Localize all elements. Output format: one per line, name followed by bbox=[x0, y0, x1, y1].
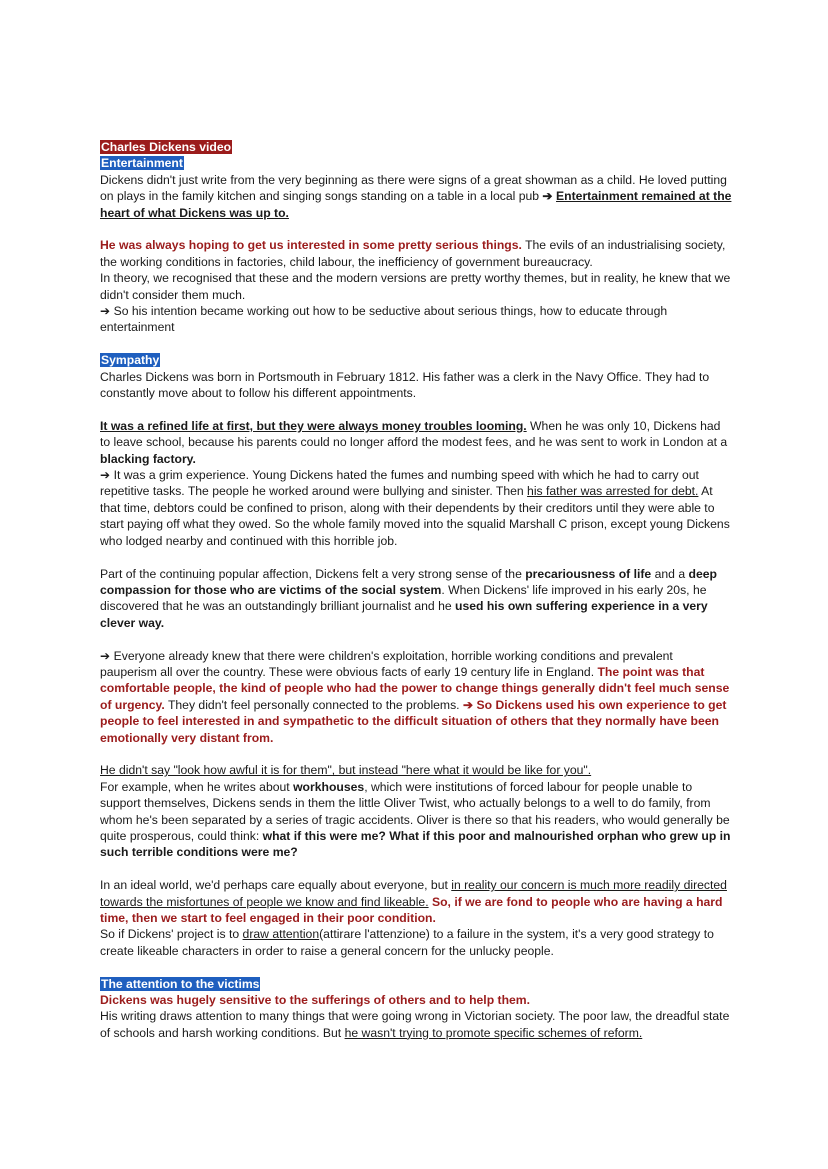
red-emphasis: ➔ So Dickens used his own experience to get people to feel interested in and sympathetic to the difficult situation of others that they normally have been emotionally very distant from. bbox=[100, 697, 727, 745]
sympathy-paragraph-6 bbox=[100, 779, 732, 861]
text-run: In theory, we recognised that these and the modern versions are pretty worthy themes, but in reality, he knew that we didn't consider them much. bbox=[100, 271, 731, 302]
sympathy-paragraph-2 bbox=[100, 418, 732, 467]
doc-title-line bbox=[100, 139, 732, 155]
entertainment-paragraph-4 bbox=[100, 303, 732, 336]
bold-text: workhouses bbox=[293, 779, 365, 794]
text-run: ➔ Everyone already knew that there were children's exploitation, horrible working conditions and prevalent pauperism all over the country. These were obvious facts of early 19 century life in England. bbox=[100, 648, 673, 679]
entertainment-paragraph-3 bbox=[100, 270, 732, 303]
sympathy-paragraph-4 bbox=[100, 566, 732, 632]
emphasis-text: Entertainment remained at the heart of what Dickens was up to. bbox=[100, 189, 732, 220]
sympathy-paragraph-8 bbox=[100, 926, 732, 959]
text-run: His writing draws attention to many things that were going wrong in Victorian society. The poor law, the dreadful state of schools and harsh working conditions. But bbox=[100, 1009, 730, 1040]
text-run: The evils of an industrialising society, the working conditions in factories, child labour, the inefficiency of government bureaucracy. bbox=[100, 238, 726, 269]
underlined-text: he wasn't trying to promote specific schemes of reform. bbox=[344, 1025, 643, 1040]
underlined-text: He didn't say "look how awful it is for them", but instead "here what it would be like for you". bbox=[100, 763, 592, 778]
entertainment-paragraph-1 bbox=[100, 172, 732, 221]
victims-paragraph-1 bbox=[100, 992, 732, 1008]
text-run: Charles Dickens was born in Portsmouth in February 1812. His father was a clerk in the Navy Office. They had to constantly move about to follow his different appointments. bbox=[100, 369, 710, 401]
text-run: They didn't feel personally connected to the problems. bbox=[164, 697, 463, 712]
text-run: Part of the continuing popular affection, Dickens felt a very strong sense of the bbox=[100, 566, 526, 581]
text-run: Dickens didn't just write from the very beginning as there were signs of a great showman as a child. He loved putting on plays in the family kitchen and singing songs standing on a table in a local pub bbox=[100, 172, 727, 204]
victims-heading: The attention to the victims bbox=[101, 976, 260, 991]
red-emphasis: The point was that comfortable people, the kind of people who had the power to change things generally didn't feel much sense of urgency. bbox=[100, 664, 730, 712]
text-run: At that time, debtors could be confined to prison, along with their dependents by their creditors until they were able to start paying off what they owed. So the whole family moved into the squalid Marshall C prison, except young Dickens who lodged nearby and continued with this horrible job. bbox=[100, 484, 730, 548]
doc-title: Charles Dickens video bbox=[101, 140, 232, 154]
bold-text: deep compassion for those who are victims of the social system bbox=[100, 566, 717, 597]
text-run: ➔ It was a grim experience. Young Dickens hated the fumes and numbing speed with which he had to carry out repetitive tasks. The people he worked around were bullying and sinister. Then bbox=[100, 468, 699, 499]
red-emphasis: He was always hoping to get us interested in some pretty serious things. bbox=[100, 238, 522, 253]
section-heading-sympathy bbox=[100, 352, 732, 368]
text-run: When he was only 10, Dickens had to leave school, because his parents could no longer afford the modest fees, and he was sent to work in London at a bbox=[100, 418, 728, 450]
underlined-text: draw attention bbox=[242, 927, 320, 942]
text-run: (attirare l'attenzione) to a failure in the system, it's a very good strategy to create likeable characters in order to raise a general concern for the unlucky people. bbox=[100, 927, 714, 958]
text-run: , which were institutions of forced labour for people unable to support themselves, Dickens sends in them the little Oliver Twist, who actually belongs to a well to do family, from whom he's been separated by a series of tragic accidents. Oliver is there so that his readers, who would generally be quite prosperous, could think: bbox=[100, 779, 730, 843]
section-heading-entertainment bbox=[100, 155, 732, 171]
text-run: For example, when he writes about bbox=[100, 779, 294, 794]
document-page bbox=[100, 139, 732, 1041]
arrow-icon: ➔ bbox=[542, 189, 557, 204]
text-run: So if Dickens' project is to bbox=[100, 927, 243, 942]
underlined-emphasis: It was a refined life at first, but they were always money troubles looming. bbox=[100, 418, 527, 433]
bold-text: what if this were me? What if this poor and malnourished orphan who grew up in such terrible conditions were me? bbox=[100, 828, 731, 860]
red-emphasis: So, if we are fond to people who are having a hard time, then we start to feel engaged in their poor condition. bbox=[100, 894, 723, 925]
sympathy-paragraph-6-quote bbox=[100, 762, 732, 778]
text-run: In an ideal world, we'd perhaps care equally about everyone, but bbox=[100, 878, 452, 893]
underlined-text: his father was arrested for debt. bbox=[527, 484, 699, 499]
bold-text: precariousness of life bbox=[525, 566, 652, 581]
bold-text: blacking factory. bbox=[100, 451, 196, 466]
bold-text: used his own suffering experience in a very clever way. bbox=[100, 599, 708, 630]
text-run: ➔ So his intention became working out how to be seductive about serious things, how to educate through entertainment bbox=[100, 304, 668, 335]
text-run: . When Dickens' life improved in his early 20s, he discovered that he was an outstandingly brilliant journalist and he bbox=[100, 582, 707, 614]
sympathy-paragraph-3 bbox=[100, 467, 732, 549]
sympathy-paragraph-1 bbox=[100, 369, 732, 402]
sympathy-paragraph-7 bbox=[100, 877, 732, 926]
red-emphasis: Dickens was hugely sensitive to the sufferings of others and to help them. bbox=[100, 993, 531, 1007]
text-run: and a bbox=[651, 566, 689, 581]
sympathy-paragraph-5 bbox=[100, 648, 732, 746]
sympathy-heading: Sympathy bbox=[101, 353, 160, 368]
underlined-text: in reality our concern is much more readily directed towards the misfortunes of people we know and find likeable. bbox=[100, 878, 727, 909]
entertainment-paragraph-2 bbox=[100, 237, 732, 270]
section-heading-victims bbox=[100, 976, 732, 992]
entertainment-heading: Entertainment bbox=[101, 156, 183, 171]
victims-paragraph-2 bbox=[100, 1008, 732, 1041]
